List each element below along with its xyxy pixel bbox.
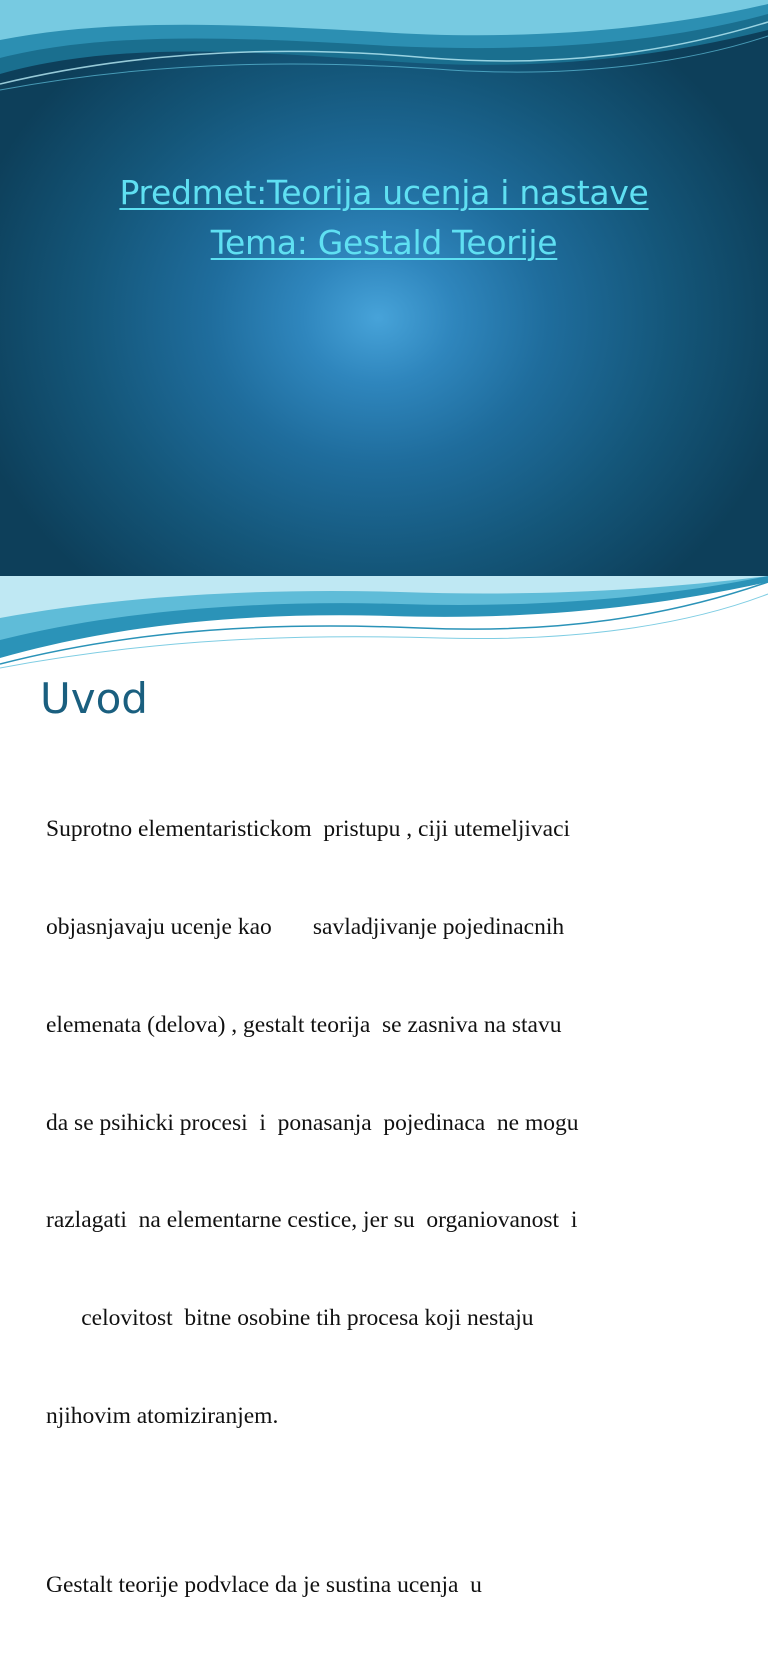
slide-title	[0, 168, 768, 268]
content-slide	[0, 576, 768, 1598]
text-line: objasnjavaju ucenje kao savladjivanje pojedinacnih	[46, 913, 565, 940]
text-line: Gestalt teorije podvlace da je sustina ucenja u	[46, 1571, 482, 1598]
title-slide	[0, 0, 768, 576]
text-line: Suprotno elementaristickom pristupu , ciji utemeljivaci	[46, 816, 571, 843]
paragraph-gestalt	[46, 1504, 736, 1667]
title-line-subject: Predmet:Teorija ucenja i nastave	[119, 173, 649, 212]
text-line: celovitost bitne osobine tih procesa koji nestaju	[46, 1305, 534, 1332]
text-line: razlagati na elementarne cestice, jer su organiovanost i	[46, 1207, 578, 1234]
title-line-topic: Tema: Gestald Teorije	[210, 223, 558, 262]
text-line: elemenata (delova) , gestalt teorija se zasniva na stavu	[46, 1011, 562, 1038]
paragraph-intro	[46, 748, 736, 1498]
slide-body-text	[46, 748, 736, 1667]
text-line: da se psihicki procesi i ponasanja pojedinaca ne mogu	[46, 1109, 579, 1136]
text-line: njihovim atomiziranjem.	[46, 1402, 279, 1429]
wave-decoration-top	[0, 576, 768, 672]
slide-heading: Uvod	[40, 674, 148, 723]
wave-decoration-top	[0, 0, 768, 100]
